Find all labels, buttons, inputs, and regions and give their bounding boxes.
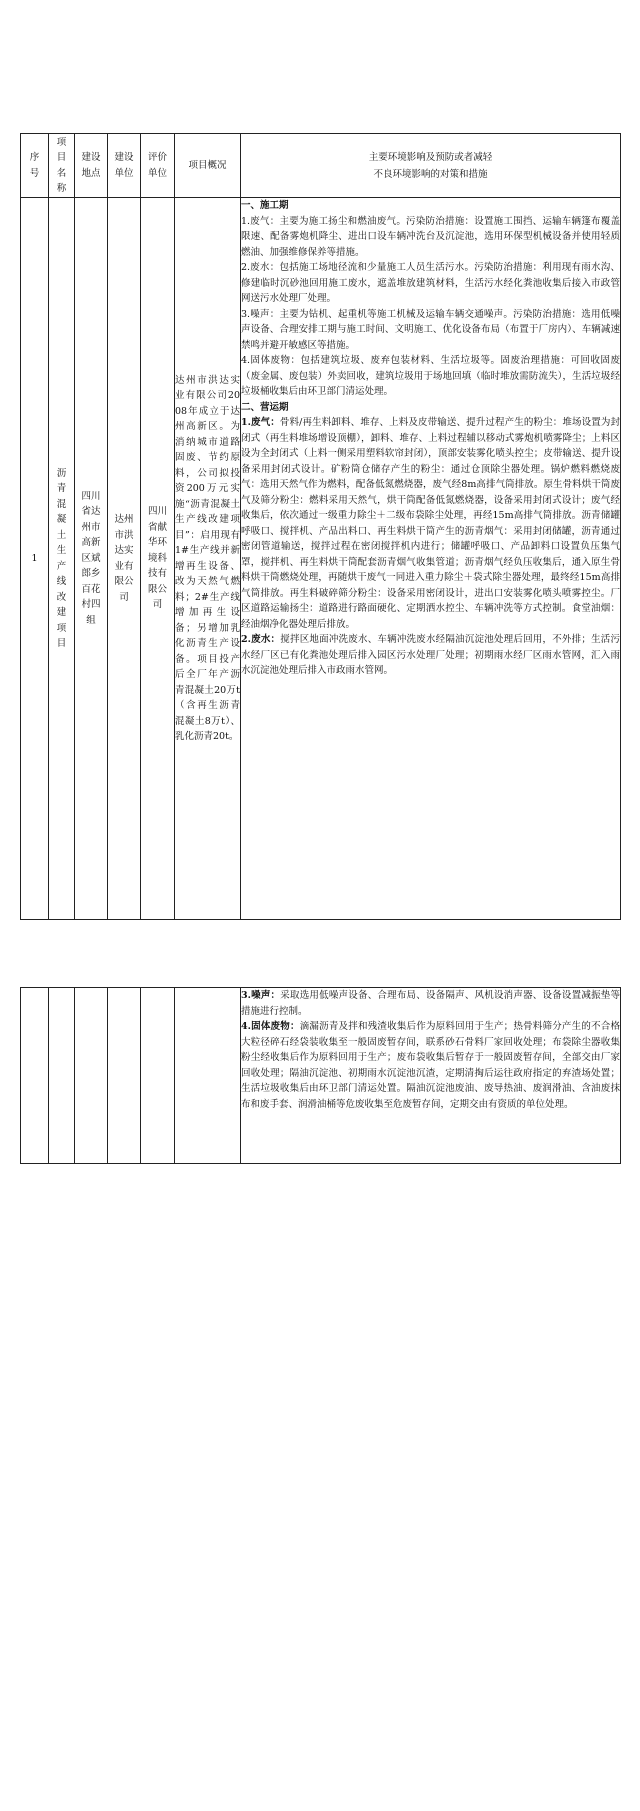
cell-evaluator-empty [141,988,175,1164]
construction-title: 一、施工期 [241,200,289,211]
eia-summary-table-continued [20,987,621,1164]
cell-overview-empty [175,988,241,1164]
header-measures [241,134,621,198]
operation-item [241,632,620,679]
eia-summary-table [20,133,621,920]
construction-item: 2.废水：包括施工场地径流和少量施工人员生活污水。污染防治措施：利用现有雨水沟、修建临时沉砂池回用施工废水，遮盖堆放建筑材料，生活污水经化粪池收集后接入市政管网送污水处理厂处理。 [241,262,620,304]
table-row [21,988,621,1164]
cell-seq: 1 [21,198,49,920]
cell-builder: 达州市洪达实业有限公司 [108,198,141,920]
operation-item-text: 滴漏沥青及拌和残渣收集后作为原料回用于生产；热骨料筛分产生的不合格大粒径碎石经袋装收集至一般固废暂存间，联系砂石骨料厂家回收处理；布袋除尘器收集粉尘经收集后作为原料回用于生产；废布袋收集后暂存于一般固废暂存间，全部交由厂家回收处理；隔油沉淀池、初期雨水沉淀池沉渣，定期清掏后运往政府指定的弃渣场处置；生活垃圾收集后由环卫部门清运处置。隔油沉淀池废油、废导热油、废润滑油、含油废抹布和废手套、润滑油桶等危废收集至危废暂存间，定期交由有资质的单位处理。 [241,1021,620,1110]
cell-project-name-empty [49,988,75,1164]
cell-evaluator: 四川省献华环境科技有限公司 [141,198,175,920]
operation-item [241,415,620,632]
operation-title: 二、营运期 [241,401,289,413]
header-overview: 项目概况 [175,134,241,198]
operation-item-label: 2.废水： [241,634,281,645]
cell-project-name: 沥青混凝土生产线改建项目 [49,198,75,920]
table-row [21,198,621,920]
operation-item [241,1019,620,1112]
cell-builder-empty [108,988,141,1164]
header-measures-line2: 不良环境影响的对策和措施 [373,168,488,180]
operation-item-text: 骨料/再生料卸料、堆存、上料及皮带输送、提升过程产生的粉尘：堆场设置为封闭式（再生料堆场增设顶棚），卸料、堆存、上料过程辅以移动式雾炮机喷雾降尘；上料区设为全封闭式（上料一侧采用塑料软帘封闭），顶部安装雾化喷头控尘；皮带输送、提升设备采用封闭式设计。矿粉筒仓储存产生的粉尘：通过仓顶除尘器处理。锅炉燃料燃烧废气：选用天然气作为燃料，配备低氮燃烧器，废气经8m高排气筒排放。原生骨料烘干筒废气及筛分粉尘：燃料采用天然气，烘干筒配备低氮燃烧器，设备采用封闭式设计；废气经收集后，依次通过一级重力除尘＋二级布袋除尘处理，再经15m高排气筒排放。沥青储罐呼吸口、搅拌机、产品出料口、再生料烘干筒产生的沥青烟气：采用封闭储罐，沥青通过密闭管道输送，搅拌过程在密闭搅拌机内进行；储罐呼吸口、产品卸料口设置负压集气罩，搅拌机、再生料烘干筒配套沥青烟气收集管道；沥青烟气经负压收集后，通入原生骨料烘干筒燃烧处理，再随烘干废气一同进入重力除尘＋袋式除尘器处理，最终经15m高排气筒排放。再生料破碎筛分粉尘：设备采用密闭设计，进出口安装雾化喷头喷雾控尘。厂区道路运输扬尘：道路进行路面硬化、定期洒水控尘、车辆冲洗等方式控制。食堂油烟：经油烟净化器处理后排放。 [241,417,620,630]
operation-item-text: 搅拌区地面冲洗废水、车辆冲洗废水经隔油沉淀池处理后回用，不外排；生活污水经厂区已有化粪池处理后排入园区污水处理厂处理；初期雨水经厂区雨水管网，汇入雨水沉淀池处理后排入市政雨水管网。 [241,634,620,676]
header-seq: 序号 [21,134,49,198]
cell-measures [241,198,621,920]
cell-overview: 达州市洪达实业有限公司2008年成立于达州高新区。为消纳城市道路固废、节约原料，公司拟投资200万元实施“沥青混凝土生产线改建项目”：启用现有1#生产线并新增再生设备、改为天然气燃料；2#生产线增加再生设备；另增加乳化沥青生产设备。项目投产后全厂年产沥青混凝土20万t（含再生沥青混凝土8万t）、乳化沥青20t。 [175,198,241,920]
construction-item: 3.噪声：主要为钻机、起重机等施工机械及运输车辆交通噪声。污染防治措施：选用低噪声设备、合理安排工期与施工时间、文明施工、优化设备布局（布置于厂房内）、车辆减速禁鸣并避开敏感区等措施。 [241,308,620,351]
operation-item-label: 1.废气： [241,417,280,428]
header-measures-line1: 主要环境影响及预防或者减轻 [368,151,493,163]
operation-item-label: 4.固体废物： [241,1021,300,1032]
operation-item-text: 采取选用低噪声设备、合理布局、设备隔声、风机设消声器、设备设置减振垫等措施进行控制。 [241,990,620,1017]
table-header-row [21,134,621,198]
header-builder: 建设单位 [108,134,141,198]
cell-seq-empty [21,988,49,1164]
cell-location-empty [75,988,108,1164]
construction-item: 4.固体废物：包括建筑垃圾、废弃包装材料、生活垃圾等。固废治理措施：可回收固废（废金属、废包装）外卖回收，建筑垃圾用于场地回填（临时堆放需防流失），生活垃圾经垃圾桶收集后由环卫部门清运处理。 [241,355,620,397]
header-location: 建设地点 [75,134,108,198]
header-project-name: 项目名称 [49,134,75,198]
operation-item-label: 3.噪声： [241,990,281,1001]
construction-item: 1.废气：主要为施工扬尘和燃油废气。污染防治措施：设置施工围挡、运输车辆篷布覆盖限速、配备雾炮机降尘、进出口设车辆冲洗台及沉淀池，选用环保型机械设备并使用轻质燃油、加强维修保养等措施。 [241,215,620,258]
header-evaluator: 评价单位 [141,134,175,198]
cell-location: 四川省达州市高新区斌郎乡百花村四组 [75,198,108,920]
operation-item [241,988,620,1019]
cell-measures [241,988,621,1164]
